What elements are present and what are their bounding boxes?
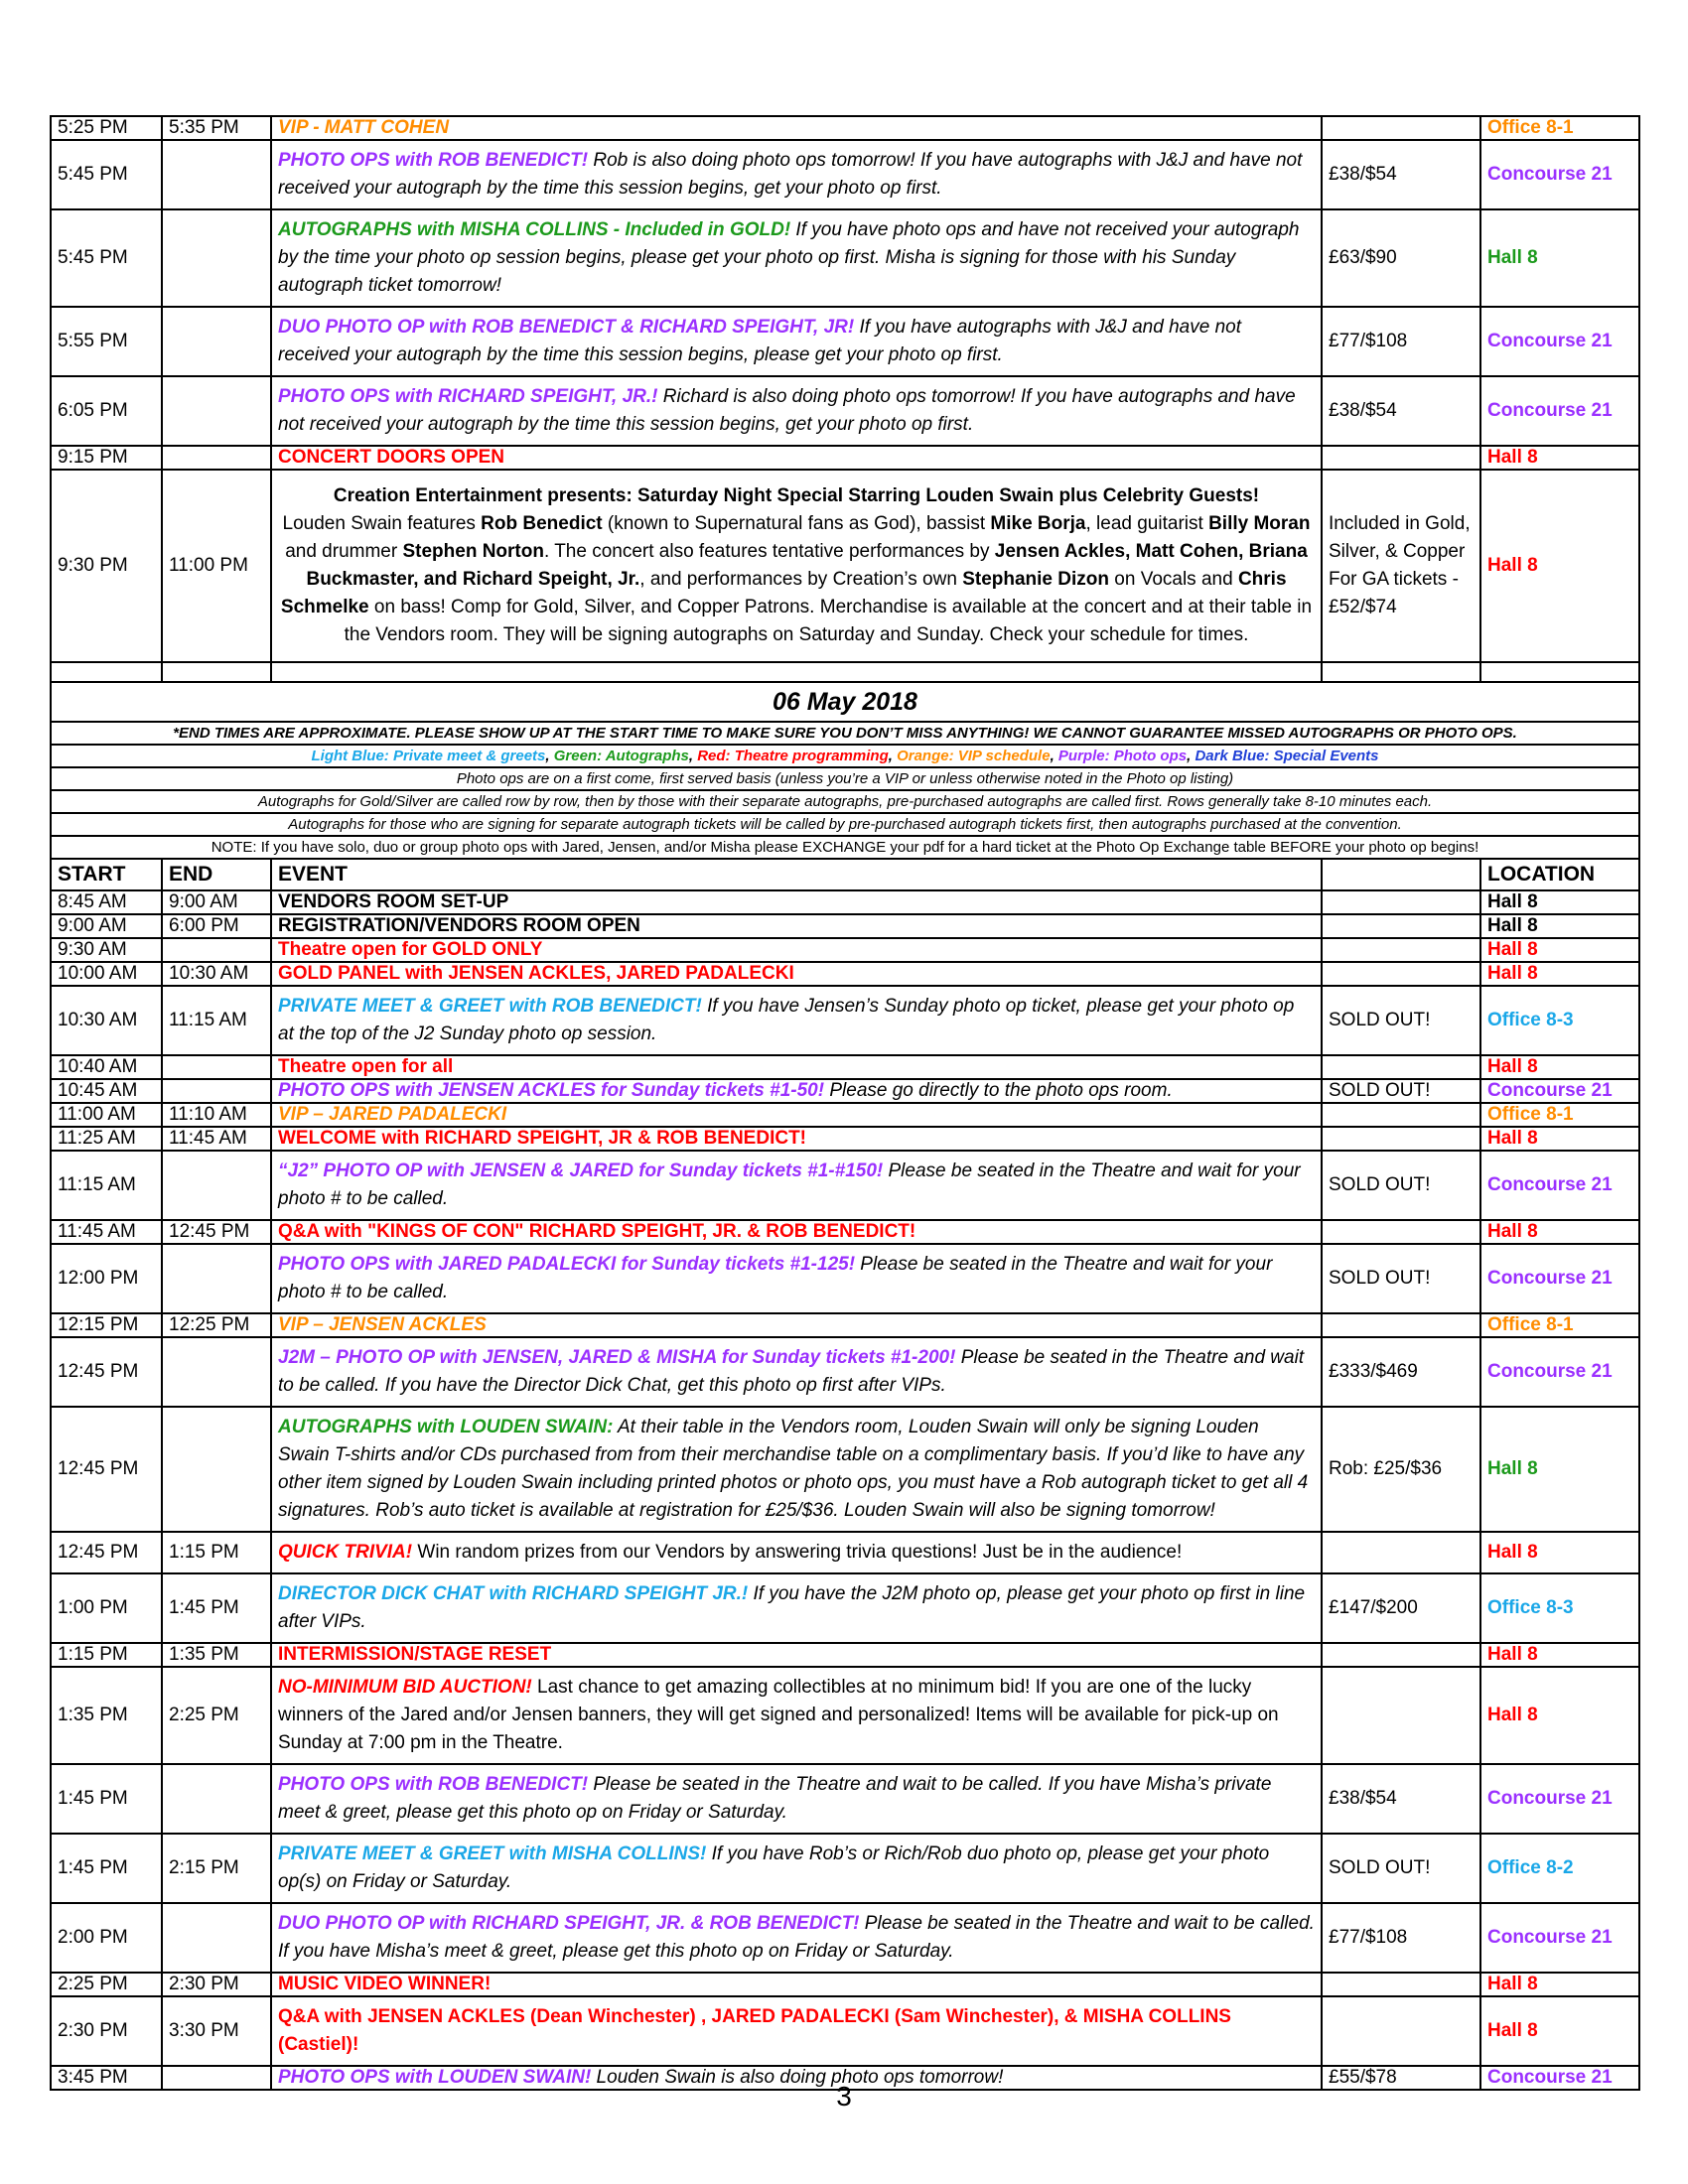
location: Concourse 21	[1480, 1337, 1639, 1407]
time-start: 1:35 PM	[51, 1667, 162, 1764]
event-cell	[271, 1055, 1322, 1079]
schedule-row	[51, 1532, 1639, 1573]
schedule-table	[50, 115, 1640, 2091]
time-end: 1:15 PM	[162, 1532, 271, 1573]
schedule-row	[51, 1337, 1639, 1407]
time-start: 10:45 AM	[51, 1079, 162, 1103]
location: Concourse 21	[1480, 307, 1639, 376]
spacer-row	[51, 662, 1639, 682]
location: Concourse 21	[1480, 1244, 1639, 1313]
schedule-row	[51, 1313, 1639, 1337]
event-cell	[271, 1313, 1322, 1337]
schedule-row	[51, 1127, 1639, 1151]
event-description: Please be seated in the Theatre and wait to be called. If you have Misha’s meet & greet, please get this photo op on Friday or Saturday.	[278, 1913, 1315, 1962]
disclaimer: *END TIMES ARE APPROXIMATE. PLEASE SHOW UP AT THE START TIME TO MAKE SURE YOU DON’T MISS ANYTHING! WE CANNOT GUARANTEE MISSED AUTOGRAPHS OR PHOTO OPS.	[51, 722, 1639, 745]
schedule-row	[51, 140, 1639, 209]
location: Office 8-3	[1480, 1573, 1639, 1643]
event-title: REGISTRATION/VENDORS ROOM OPEN	[278, 915, 640, 936]
price	[1322, 1973, 1480, 1996]
location: Hall 8	[1480, 1055, 1639, 1079]
legend-entry: Orange: VIP schedule	[897, 748, 1051, 764]
time-start: 5:45 PM	[51, 140, 162, 209]
schedule-row	[51, 307, 1639, 376]
schedule-row	[51, 1103, 1639, 1127]
event-title: “J2” PHOTO OP with JENSEN & JARED for Sunday tickets #1-#150!	[278, 1160, 884, 1181]
location: Hall 8	[1480, 1532, 1639, 1573]
event-cell	[271, 1151, 1322, 1220]
event-cell	[271, 890, 1322, 914]
time-start: 12:15 PM	[51, 1313, 162, 1337]
time-start: 8:45 AM	[51, 890, 162, 914]
price	[1322, 1532, 1480, 1573]
price: £77/$108	[1322, 307, 1480, 376]
price	[1322, 116, 1480, 140]
price	[1322, 1667, 1480, 1764]
schedule-row	[51, 1667, 1639, 1764]
time-end: 3:30 PM	[162, 1996, 271, 2066]
schedule-row	[51, 914, 1639, 938]
event-title: PHOTO OPS with ROB BENEDICT!	[278, 1774, 589, 1795]
color-legend	[51, 745, 1639, 767]
sunday-rows	[51, 890, 1639, 2090]
event-cell	[271, 1532, 1322, 1573]
event-description: Please go directly to the photo ops room.	[824, 1080, 1173, 1101]
time-start: 9:00 AM	[51, 914, 162, 938]
event-title: DUO PHOTO OP with RICHARD SPEIGHT, JR. & ROB BENEDICT!	[278, 1913, 860, 1934]
event-title: PHOTO OPS with RICHARD SPEIGHT, JR.!	[278, 386, 658, 407]
event-description: Win random prizes from our Vendors by answering trivia questions! Just be in the audience!	[412, 1542, 1183, 1563]
time-start: 6:05 PM	[51, 376, 162, 446]
event-title: DUO PHOTO OP with ROB BENEDICT & RICHARD SPEIGHT, JR!	[278, 317, 855, 338]
location: Hall 8	[1480, 890, 1639, 914]
time-end: 2:15 PM	[162, 1834, 271, 1903]
concert-section	[51, 470, 1639, 682]
price	[1322, 938, 1480, 962]
schedule-row	[51, 986, 1639, 1055]
time-end	[162, 1903, 271, 1973]
price	[1322, 1996, 1480, 2066]
event-cell	[271, 209, 1322, 307]
time-end	[162, 1079, 271, 1103]
event-title: VIP – JENSEN ACKLES	[278, 1314, 487, 1335]
event-description: Richard is also doing photo ops tomorrow! If you have autographs and have not received your autograph by the time this session begins, get your photo op first.	[278, 386, 1296, 435]
event-title: QUICK TRIVIA!	[278, 1542, 413, 1563]
event-description: If you have photo ops and have not received your autograph by the time your photo op session begins, please get your photo op first. Misha is signing for those with his Sunday autograph ticket tomorrow!	[278, 219, 1300, 296]
note-exchange: NOTE: If you have solo, duo or group photo ops with Jared, Jensen, and/or Misha please EXCHANGE your pdf for a hard ticket at the Photo Op Exchange table BEFORE your photo op begins!	[51, 836, 1639, 859]
event-title: PRIVATE MEET & GREET with MISHA COLLINS!	[278, 1843, 707, 1864]
event-description: If you have Jensen’s Sunday photo op ticket, please get your photo op at the top of the J2 Sunday photo op session.	[278, 996, 1295, 1044]
event-cell	[271, 1220, 1322, 1244]
time-start: 2:30 PM	[51, 1996, 162, 2066]
legend-entry: Dark Blue: Special Events	[1195, 748, 1379, 764]
schedule-row	[51, 446, 1639, 470]
event-description: Rob is also doing photo ops tomorrow! If you have autographs with J&J and have not received your autograph by the time this session begins, get your photo op first.	[278, 150, 1303, 199]
location: Hall 8	[1480, 446, 1639, 470]
price: £333/$469	[1322, 1337, 1480, 1407]
schedule-row	[51, 1903, 1639, 1973]
legend-entry: ,	[1187, 748, 1196, 764]
time-start: 12:45 PM	[51, 1532, 162, 1573]
location: Concourse 21	[1480, 1151, 1639, 1220]
event-cell	[271, 1643, 1322, 1667]
legend-entry: ,	[1050, 748, 1058, 764]
time-end: 2:25 PM	[162, 1667, 271, 1764]
schedule-row	[51, 1996, 1639, 2066]
price: £38/$54	[1322, 1764, 1480, 1834]
time-start: 2:00 PM	[51, 1903, 162, 1973]
event-cell	[271, 116, 1322, 140]
event-title: VENDORS ROOM SET-UP	[278, 891, 509, 912]
schedule-row	[51, 1220, 1639, 1244]
location: Hall 8	[1480, 1667, 1639, 1764]
time-end	[162, 1337, 271, 1407]
price: £77/$108	[1322, 1903, 1480, 1973]
time-start: 12:45 PM	[51, 1337, 162, 1407]
concert-price: Included in Gold, Silver, & Copper For GA tickets - £52/$74	[1322, 470, 1480, 662]
time-end	[162, 1764, 271, 1834]
location: Concourse 21	[1480, 376, 1639, 446]
concert-location: Hall 8	[1480, 470, 1639, 662]
schedule-row	[51, 1643, 1639, 1667]
event-cell	[271, 962, 1322, 986]
event-cell	[271, 446, 1322, 470]
time-end	[162, 1407, 271, 1532]
time-end: 11:45 AM	[162, 1127, 271, 1151]
header-event: EVENT	[271, 859, 1322, 890]
event-title: AUTOGRAPHS with LOUDEN SWAIN:	[278, 1417, 614, 1437]
schedule-row	[51, 1055, 1639, 1079]
legend-entry: Light Blue: Private meet & greets	[311, 748, 546, 764]
schedule-row	[51, 962, 1639, 986]
note-photo-ops: Photo ops are on a first come, first served basis (unless you’re a VIP or unless otherwise noted in the Photo op listing)	[51, 767, 1639, 790]
time-end: 2:30 PM	[162, 1973, 271, 1996]
event-title: VIP – JARED PADALECKI	[278, 1104, 507, 1125]
price	[1322, 1643, 1480, 1667]
event-title: DIRECTOR DICK CHAT with RICHARD SPEIGHT JR.!	[278, 1583, 749, 1604]
time-end	[162, 446, 271, 470]
location: Hall 8	[1480, 1996, 1639, 2066]
schedule-row	[51, 376, 1639, 446]
time-end: 6:00 PM	[162, 914, 271, 938]
saturday-rows	[51, 116, 1639, 470]
event-title: AUTOGRAPHS with MISHA COLLINS - Included in GOLD!	[278, 219, 791, 240]
event-description: Louden Swain is also doing photo ops tomorrow!	[591, 2067, 1004, 2088]
price: £38/$54	[1322, 140, 1480, 209]
location: Hall 8	[1480, 938, 1639, 962]
time-end: 11:00 PM	[162, 470, 271, 662]
event-cell	[271, 1407, 1322, 1532]
time-end: 11:15 AM	[162, 986, 271, 1055]
time-start: 12:00 PM	[51, 1244, 162, 1313]
time-start: 10:30 AM	[51, 986, 162, 1055]
time-end	[162, 1244, 271, 1313]
time-start: 11:00 AM	[51, 1103, 162, 1127]
schedule-row	[51, 1407, 1639, 1532]
event-title: INTERMISSION/STAGE RESET	[278, 1644, 552, 1665]
legend-entry: Red: Theatre programming	[697, 748, 889, 764]
header-location: LOCATION	[1480, 859, 1639, 890]
time-end: 1:45 PM	[162, 1573, 271, 1643]
event-cell	[271, 938, 1322, 962]
event-cell	[271, 1973, 1322, 1996]
event-cell	[271, 1834, 1322, 1903]
note-separate-autographs: Autographs for those who are signing for separate autograph tickets will be called by pre-purchased autograph tickets first, then autographs purchased at the convention.	[51, 813, 1639, 836]
event-title: PHOTO OPS with LOUDEN SWAIN!	[278, 2067, 592, 2088]
price: Rob: £25/$36	[1322, 1407, 1480, 1532]
location: Office 8-1	[1480, 116, 1639, 140]
legend-entry: Purple: Photo ops	[1057, 748, 1188, 764]
price: SOLD OUT!	[1322, 1079, 1480, 1103]
event-cell	[271, 1337, 1322, 1407]
location: Office 8-2	[1480, 1834, 1639, 1903]
event-title: NO-MINIMUM BID AUCTION!	[278, 1677, 532, 1698]
time-end: 11:10 AM	[162, 1103, 271, 1127]
schedule-row	[51, 116, 1639, 140]
event-title: Theatre open for GOLD ONLY	[278, 939, 543, 960]
location: Hall 8	[1480, 1220, 1639, 1244]
event-cell	[271, 307, 1322, 376]
event-title: Q&A with "KINGS OF CON" RICHARD SPEIGHT, JR. & ROB BENEDICT!	[278, 1221, 916, 1242]
time-end	[162, 376, 271, 446]
time-end	[162, 209, 271, 307]
price: SOLD OUT!	[1322, 986, 1480, 1055]
concert-heading: Creation Entertainment presents: Saturday Night Special Starring Louden Swain plus Celebrity Guests!	[333, 485, 1260, 506]
schedule-row	[51, 1834, 1639, 1903]
event-title: PHOTO OPS with ROB BENEDICT!	[278, 150, 589, 171]
location: Hall 8	[1480, 962, 1639, 986]
time-end: 1:35 PM	[162, 1643, 271, 1667]
event-description: Please be seated in the Theatre and wait for your photo # to be called.	[278, 1160, 1301, 1209]
time-start: 9:30 AM	[51, 938, 162, 962]
price	[1322, 1127, 1480, 1151]
event-description: If you have autographs with J&J and have not received your autograph by the time this session begins, please get your photo op first.	[278, 317, 1241, 365]
schedule-row	[51, 1973, 1639, 1996]
time-start: 9:30 PM	[51, 470, 162, 662]
day-header-section	[51, 682, 1639, 890]
event-cell	[271, 140, 1322, 209]
time-end: 10:30 AM	[162, 962, 271, 986]
time-start: 5:25 PM	[51, 116, 162, 140]
event-description: Please be seated in the Theatre and wait for your photo # to be called.	[278, 1254, 1273, 1302]
event-title: PRIVATE MEET & GREET with ROB BENEDICT!	[278, 996, 702, 1017]
location: Hall 8	[1480, 1973, 1639, 1996]
time-start: 11:45 AM	[51, 1220, 162, 1244]
page-number: 3	[836, 2081, 852, 2112]
event-title: WELCOME with RICHARD SPEIGHT, JR & ROB BENEDICT!	[278, 1128, 807, 1149]
time-start: 1:45 PM	[51, 1764, 162, 1834]
event-description: If you have the J2M photo op, please get your photo op first in line after VIPs.	[278, 1583, 1306, 1632]
time-start: 12:45 PM	[51, 1407, 162, 1532]
time-end: 12:25 PM	[162, 1313, 271, 1337]
location: Concourse 21	[1480, 1764, 1639, 1834]
event-cell	[271, 1996, 1322, 2066]
price	[1322, 890, 1480, 914]
column-header-row	[51, 859, 1639, 890]
time-start: 11:25 AM	[51, 1127, 162, 1151]
event-description: Last chance to get amazing collectibles at no minimum bid! If you are one of the lucky winners of the Jared and/or Jensen banners, they will get signed and personalized! Items will be available for pick-up on Sunday at 7:00 pm in the Theatre.	[278, 1677, 1279, 1753]
price	[1322, 914, 1480, 938]
location: Office 8-3	[1480, 986, 1639, 1055]
event-title: GOLD PANEL with JENSEN ACKLES, JARED PADALECKI	[278, 963, 794, 984]
schedule-row	[51, 1244, 1639, 1313]
location: Hall 8	[1480, 1643, 1639, 1667]
time-end	[162, 1055, 271, 1079]
time-end	[162, 1151, 271, 1220]
event-cell	[271, 986, 1322, 1055]
price: £55/$78	[1322, 2066, 1480, 2090]
event-cell	[271, 1127, 1322, 1151]
time-start: 1:15 PM	[51, 1643, 162, 1667]
time-end: 9:00 AM	[162, 890, 271, 914]
time-end	[162, 140, 271, 209]
price	[1322, 1055, 1480, 1079]
day-date: 06 May 2018	[51, 682, 1639, 722]
price: £63/$90	[1322, 209, 1480, 307]
price: £147/$200	[1322, 1573, 1480, 1643]
location: Office 8-1	[1480, 1103, 1639, 1127]
event-title: PHOTO OPS with JARED PADALECKI for Sunday tickets #1-125!	[278, 1254, 856, 1275]
event-description: At their table in the Vendors room, Louden Swain will only be signing Louden Swain T-shirts and/or CDs purchased from from their merchandise table on a complimentary basis. If you’d like to have any other item signed by Louden Swain including printed photos or photo ops, you must have a Rob autograph ticket to get all 4 signatures. Rob’s auto ticket is available at registration for £25/$36. Louden Swain will also be signing tomorrow!	[278, 1417, 1309, 1521]
price	[1322, 446, 1480, 470]
event-description: If you have Rob’s or Rich/Rob duo photo op, please get your photo op(s) on Friday or Saturday.	[278, 1843, 1270, 1892]
event-title: MUSIC VIDEO WINNER!	[278, 1974, 492, 1994]
event-cell	[271, 1103, 1322, 1127]
legend-entry: ,	[888, 748, 898, 764]
location: Office 8-1	[1480, 1313, 1639, 1337]
price	[1322, 1220, 1480, 1244]
location: Hall 8	[1480, 209, 1639, 307]
event-cell	[271, 1573, 1322, 1643]
event-title: VIP - MATT COHEN	[278, 117, 450, 138]
time-start: 11:15 AM	[51, 1151, 162, 1220]
event-title: Theatre open for all	[278, 1056, 454, 1077]
time-start: 1:45 PM	[51, 1834, 162, 1903]
legend-entry: ,	[688, 748, 698, 764]
location: Concourse 21	[1480, 2066, 1639, 2090]
location: Hall 8	[1480, 1127, 1639, 1151]
concert-row	[51, 470, 1639, 662]
event-cell	[271, 1903, 1322, 1973]
schedule-row	[51, 938, 1639, 962]
time-start: 9:15 PM	[51, 446, 162, 470]
price: SOLD OUT!	[1322, 1244, 1480, 1313]
schedule-row	[51, 1764, 1639, 1834]
time-start: 3:45 PM	[51, 2066, 162, 2090]
time-start: 5:45 PM	[51, 209, 162, 307]
event-description: Please be seated in the Theatre and wait to be called. If you have Misha’s private meet & greet, please get this photo op on Friday or Saturday.	[278, 1774, 1272, 1823]
event-cell	[271, 1244, 1322, 1313]
event-title: PHOTO OPS with JENSEN ACKLES for Sunday tickets #1-50!	[278, 1080, 825, 1101]
event-description: Please be seated in the Theatre and wait to be called. If you have the Director Dick Chat, get this photo op first after VIPs.	[278, 1347, 1305, 1396]
legend-entry: ,	[545, 748, 554, 764]
event-cell	[271, 1079, 1322, 1103]
legend-entry: Green: Autographs	[553, 748, 689, 764]
time-end: 5:35 PM	[162, 116, 271, 140]
schedule-row	[51, 1151, 1639, 1220]
event-cell	[271, 914, 1322, 938]
location: Hall 8	[1480, 1407, 1639, 1532]
price	[1322, 962, 1480, 986]
time-start: 10:40 AM	[51, 1055, 162, 1079]
time-end: 12:45 PM	[162, 1220, 271, 1244]
schedule-row	[51, 890, 1639, 914]
time-end	[162, 938, 271, 962]
time-end	[162, 307, 271, 376]
schedule-row	[51, 1079, 1639, 1103]
schedule-row	[51, 209, 1639, 307]
location: Concourse 21	[1480, 1079, 1639, 1103]
price: SOLD OUT!	[1322, 1834, 1480, 1903]
header-price	[1322, 859, 1480, 890]
header-end: END	[162, 859, 271, 890]
location: Concourse 21	[1480, 1903, 1639, 1973]
time-start: 2:25 PM	[51, 1973, 162, 1996]
header-start: START	[51, 859, 162, 890]
event-title: Q&A with JENSEN ACKLES (Dean Winchester) , JARED PADALECKI (Sam Winchester), & MISHA COLLINS (Castiel)!	[278, 2006, 1231, 2055]
schedule-row	[51, 1573, 1639, 1643]
location: Hall 8	[1480, 914, 1639, 938]
time-start: 1:00 PM	[51, 1573, 162, 1643]
event-cell	[271, 1667, 1322, 1764]
event-title: J2M – PHOTO OP with JENSEN, JARED & MISHA for Sunday tickets #1-200!	[278, 1347, 956, 1368]
time-start: 5:55 PM	[51, 307, 162, 376]
location: Concourse 21	[1480, 140, 1639, 209]
time-start: 10:00 AM	[51, 962, 162, 986]
note-autographs: Autographs for Gold/Silver are called row by row, then by those with their separate autographs, pre-purchased autographs are called first. Rows generally take 8-10 minutes each.	[51, 790, 1639, 813]
event-cell	[271, 376, 1322, 446]
price: £38/$54	[1322, 376, 1480, 446]
event-cell	[271, 1764, 1322, 1834]
concert-event: Creation Entertainment presents: Saturday Night Special Starring Louden Swain plus Celebrity Guests! Louden Swain features Rob Benedict (known to Supernatural fans as God), bassist Mike Borja, lead guitarist Billy Moran and drummer Stephen Norton. The concert also features tentative performances by Jensen Ackles, Matt Cohen, Briana Buckmaster, and Richard Speight, Jr., and performances by Creation’s own Stephanie Dizon on Vocals and Chris Schmelke on bass! Comp for Gold, Silver, and Copper Patrons. Merchandise is available at the concert and at their table in the Vendors room. They will be signing autographs on Saturday and Sunday. Check your schedule for times.	[271, 470, 1322, 662]
price	[1322, 1313, 1480, 1337]
event-title: CONCERT DOORS OPEN	[278, 447, 505, 468]
price: SOLD OUT!	[1322, 1151, 1480, 1220]
price	[1322, 1103, 1480, 1127]
